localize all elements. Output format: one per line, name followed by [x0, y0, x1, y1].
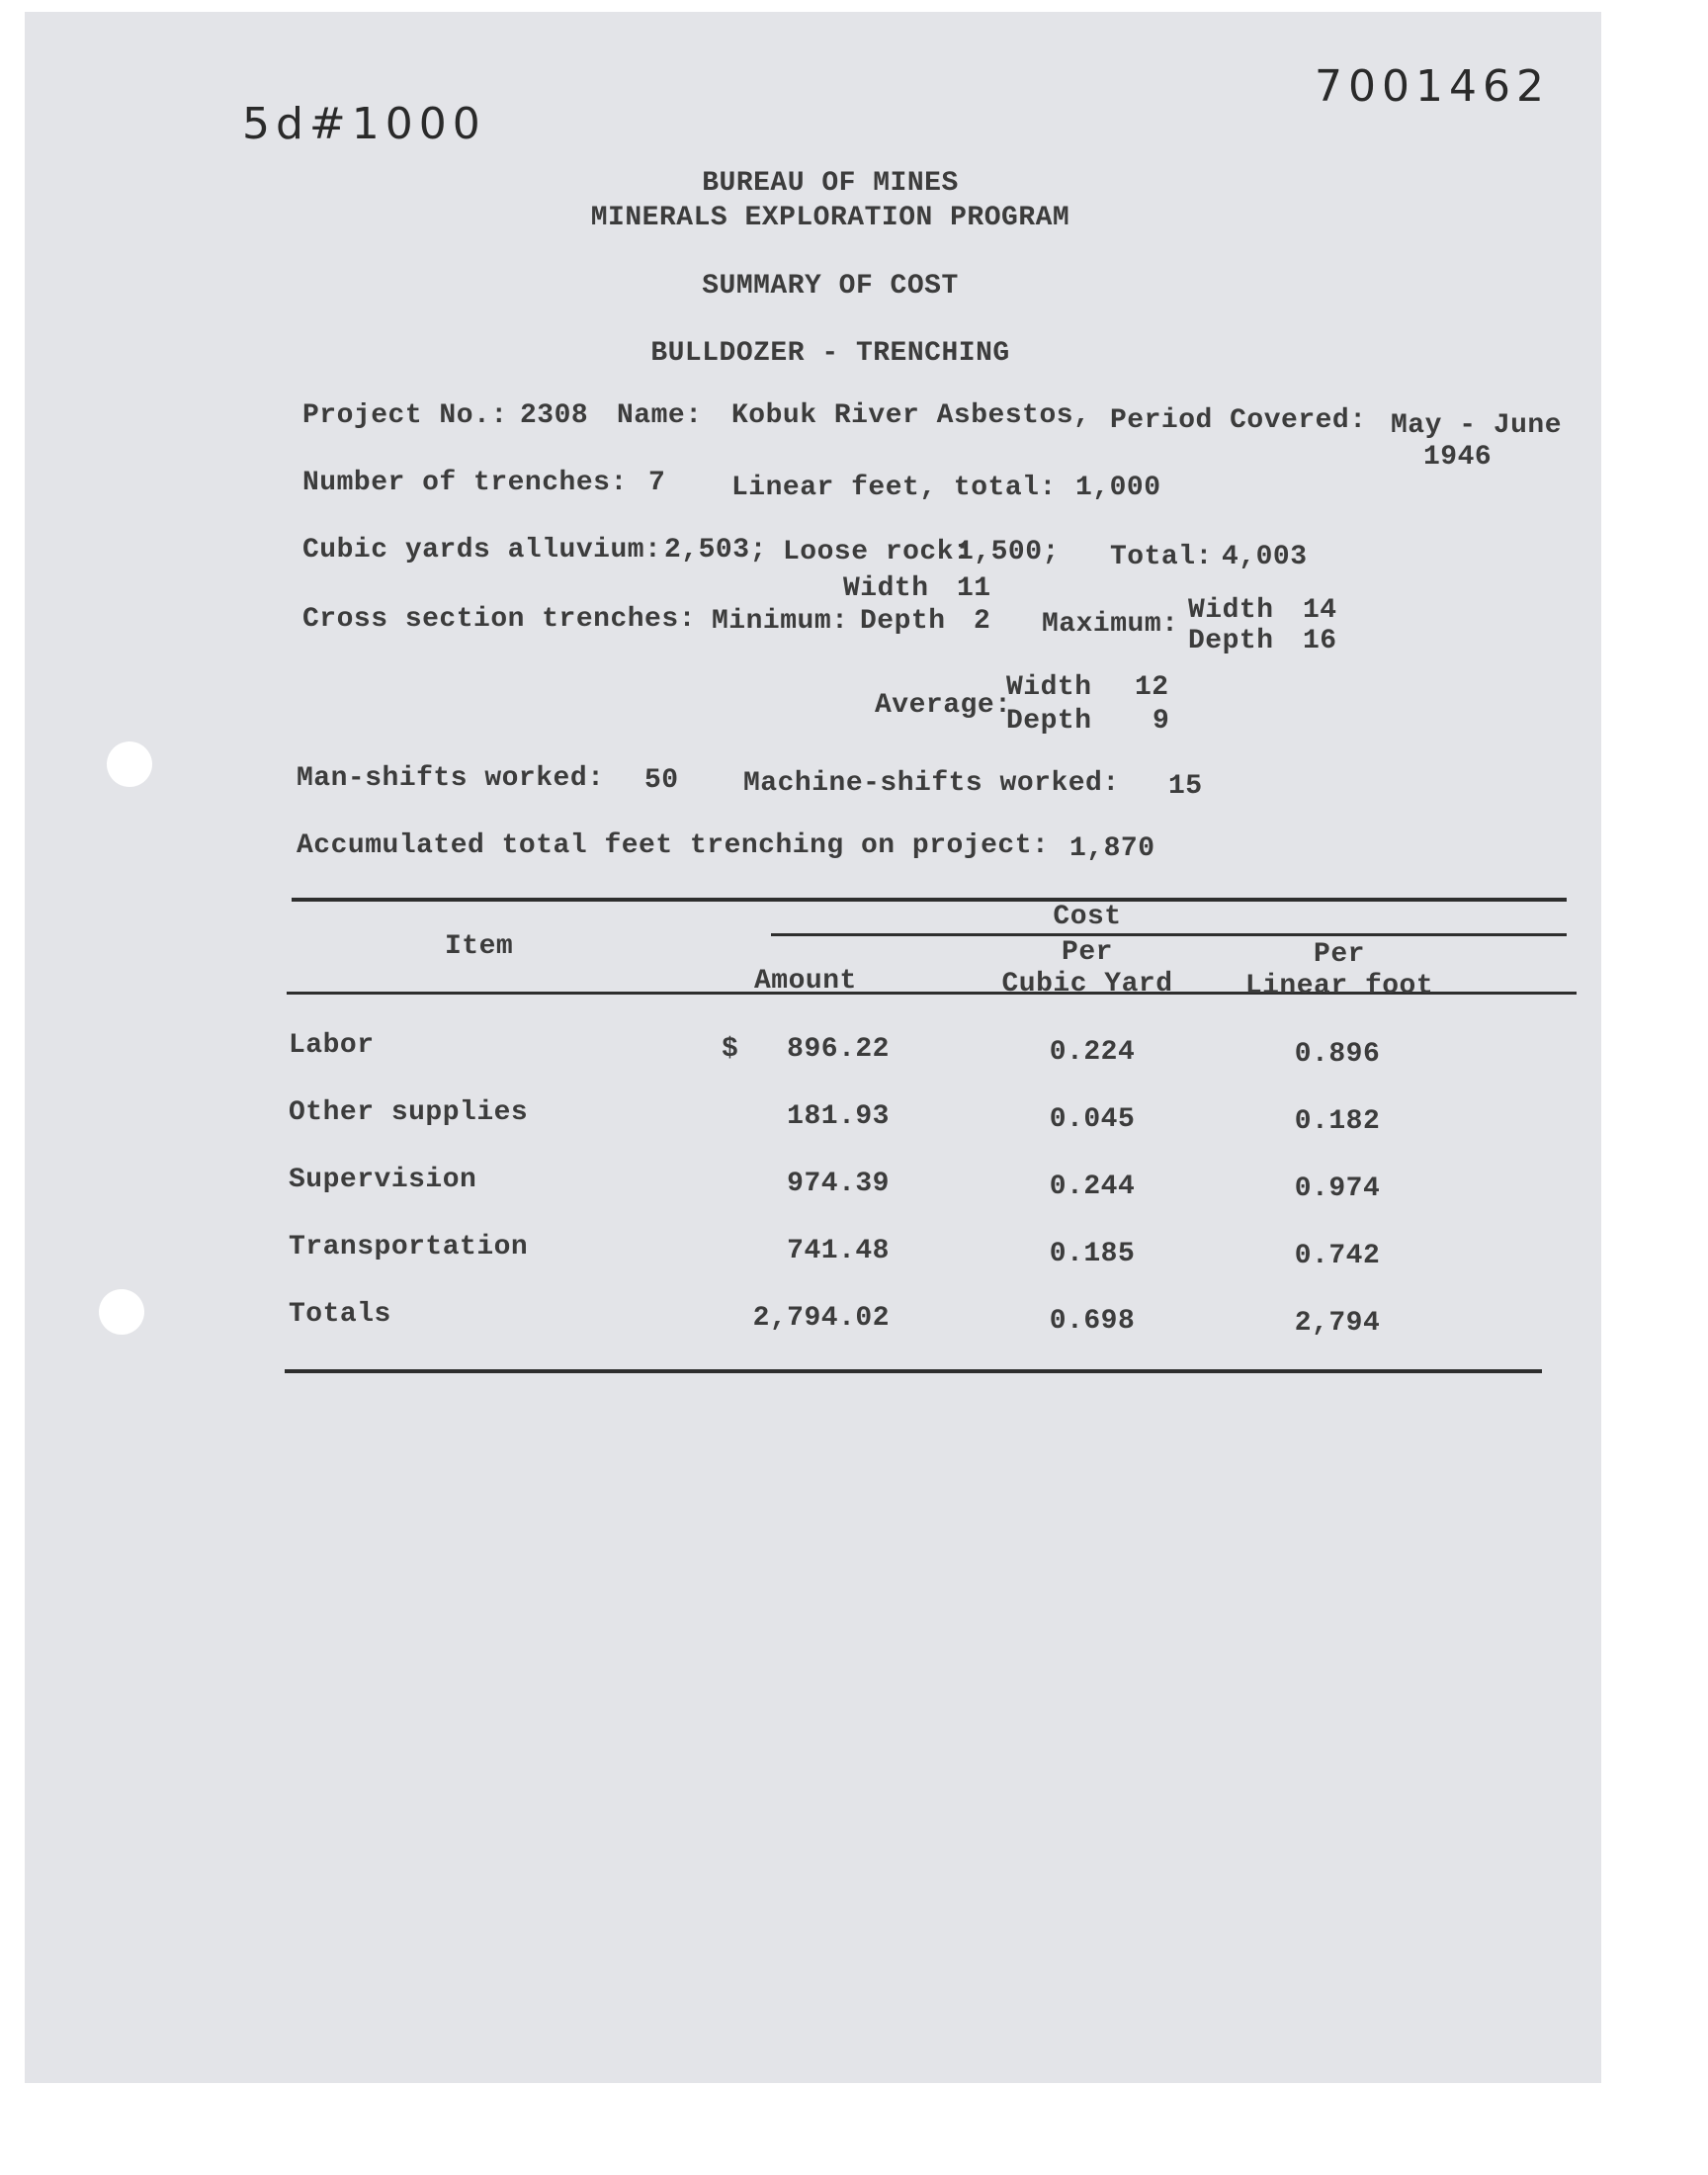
- min-width-label: Width: [843, 573, 929, 604]
- name-label: Name:: [617, 400, 703, 431]
- totals-amount: 2,794.02: [752, 1303, 890, 1334]
- cost-column-header: Cost: [1053, 902, 1122, 932]
- trenches-label: Number of trenches:: [302, 468, 628, 498]
- avg-width-value: 12: [1135, 672, 1169, 703]
- row-item: Other supplies: [289, 1097, 529, 1128]
- row-per-cubic-yard: 0.244: [1049, 1172, 1136, 1202]
- project-value: 2308: [520, 400, 589, 431]
- man-shifts-label: Man-shifts worked:: [297, 763, 605, 794]
- min-depth-label: Depth: [860, 606, 946, 637]
- average-label: Average:: [875, 690, 1012, 721]
- max-depth-label: Depth: [1188, 626, 1274, 656]
- avg-depth-label: Depth: [1006, 706, 1092, 737]
- man-shifts-value: 50: [644, 765, 679, 796]
- row-amount: 741.48: [787, 1236, 890, 1266]
- name-value: Kobuk River Asbestos,: [731, 400, 1091, 431]
- cross-section-label: Cross section trenches:: [302, 604, 696, 635]
- min-width-value: 11: [957, 573, 991, 604]
- row-per-linear-foot: 0.742: [1294, 1241, 1381, 1271]
- row-item: Labor: [289, 1030, 375, 1061]
- row-amount: 974.39: [787, 1169, 890, 1199]
- per-linear-header-line1: Per: [1314, 939, 1365, 970]
- loose-rock-value: 1,500;: [957, 537, 1060, 567]
- cost-header-rule: [771, 933, 1567, 936]
- machine-shifts-label: Machine-shifts worked:: [743, 768, 1120, 799]
- per-linear-header-line2: Linear foot: [1244, 971, 1434, 1001]
- row-per-cubic-yard: 0.185: [1049, 1239, 1136, 1269]
- row-per-cubic-yard: 0.224: [1049, 1037, 1136, 1068]
- alluvium-label: Cubic yards alluvium:: [302, 535, 662, 566]
- minimum-label: Minimum:: [712, 606, 849, 637]
- table-bottom-rule: [285, 1369, 1542, 1373]
- totals-row-label: Totals: [289, 1299, 391, 1330]
- total-value: 4,003: [1222, 542, 1308, 572]
- totals-per-cubic-yard: 0.698: [1049, 1306, 1136, 1337]
- table-top-rule: [292, 898, 1567, 902]
- row-item: Supervision: [289, 1165, 477, 1195]
- maximum-label: Maximum:: [1042, 609, 1179, 640]
- max-width-label: Width: [1188, 595, 1274, 626]
- period-value: May - June: [1391, 410, 1563, 441]
- page-title: SUMMARY OF COST: [702, 271, 959, 302]
- period-year: 1946: [1423, 442, 1493, 473]
- loose-rock-label: Loose rock:: [783, 537, 972, 567]
- row-amount: 181.93: [787, 1101, 890, 1132]
- page-subtitle: BULLDOZER - TRENCHING: [650, 338, 1010, 369]
- stamp-right: 7001462: [1315, 61, 1550, 112]
- punch-hole: [107, 741, 152, 787]
- currency-symbol: $: [722, 1034, 739, 1065]
- stamp-left: 5d#1000: [242, 99, 486, 149]
- row-per-linear-foot: 0.182: [1294, 1106, 1381, 1137]
- row-per-linear-foot: 0.974: [1294, 1174, 1381, 1204]
- amount-column-header: Amount: [754, 966, 857, 997]
- header-bureau: BUREAU OF MINES: [702, 168, 959, 199]
- max-width-value: 14: [1303, 595, 1337, 626]
- max-depth-value: 16: [1303, 626, 1337, 656]
- project-label: Project No.:: [302, 400, 508, 431]
- row-amount: 896.22: [787, 1034, 890, 1065]
- row-per-cubic-yard: 0.045: [1049, 1104, 1136, 1135]
- linear-value: 1,000: [1075, 473, 1161, 503]
- totals-per-linear-foot: 2,794: [1294, 1308, 1381, 1339]
- accumulated-value: 1,870: [1069, 833, 1155, 864]
- linear-label: Linear feet, total:: [731, 473, 1057, 503]
- per-cubic-header-line1: Per: [1062, 937, 1113, 968]
- alluvium-value: 2,503;: [664, 535, 767, 566]
- row-item: Transportation: [289, 1232, 529, 1262]
- item-column-header: Item: [445, 931, 514, 962]
- accumulated-label: Accumulated total feet trenching on project:: [297, 830, 1050, 861]
- total-label: Total:: [1110, 542, 1213, 572]
- header-program: MINERALS EXPLORATION PROGRAM: [590, 203, 1070, 233]
- row-per-linear-foot: 0.896: [1294, 1039, 1381, 1070]
- trenches-value: 7: [648, 468, 666, 498]
- avg-depth-value: 9: [1153, 706, 1170, 737]
- min-depth-value: 2: [974, 606, 991, 637]
- per-cubic-header-line2: Cubic Yard: [1001, 969, 1173, 1000]
- machine-shifts-value: 15: [1168, 771, 1203, 802]
- avg-width-label: Width: [1006, 672, 1092, 703]
- period-label: Period Covered:: [1110, 405, 1367, 436]
- punch-hole: [99, 1289, 144, 1335]
